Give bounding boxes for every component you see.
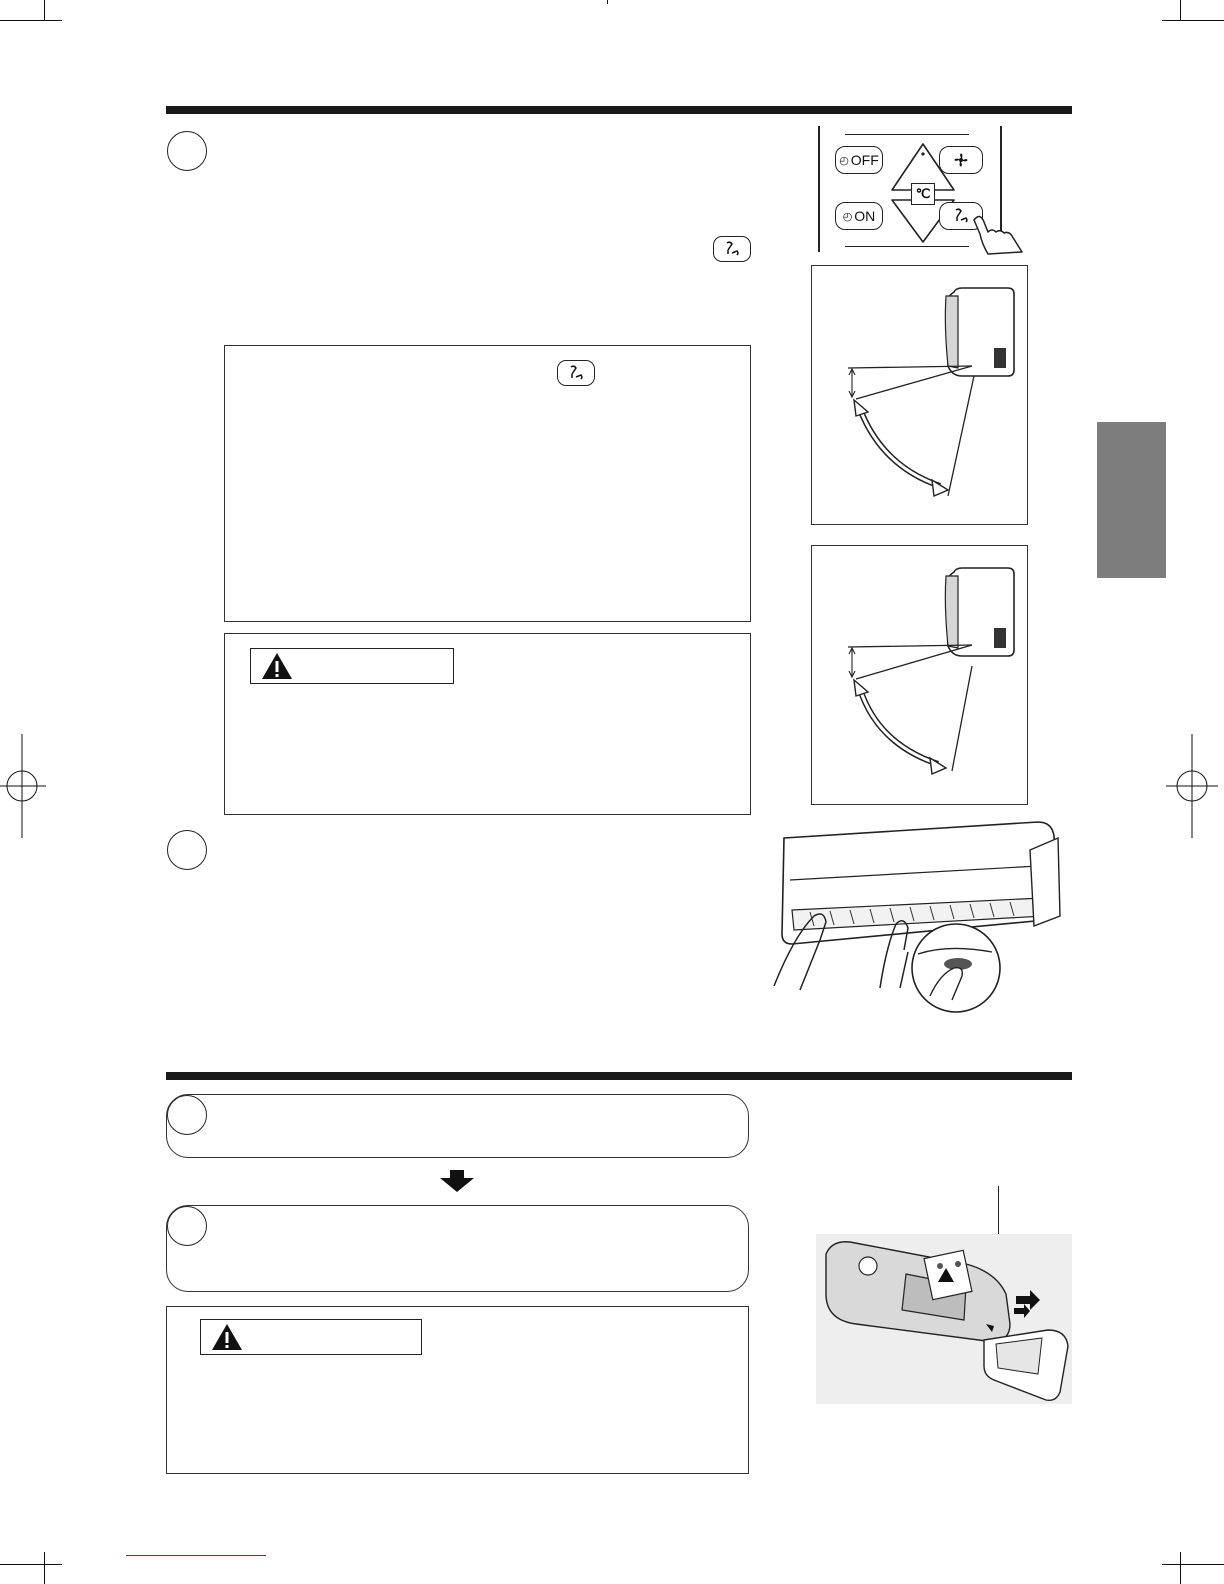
remote-battery-cover-illustration [816, 1186, 1072, 1404]
temp-unit-label: ℃ [911, 183, 935, 205]
crop-mark [0, 1564, 62, 1565]
info-box-swing [224, 345, 751, 622]
warning-triangle-icon [261, 652, 293, 680]
arrow-down-icon [440, 1170, 474, 1192]
indoor-unit-louver-adjust-illustration [770, 820, 1062, 1016]
step-circle-1 [167, 131, 207, 171]
warning-triangle-icon [211, 1323, 243, 1351]
step-circle-4 [167, 1206, 207, 1246]
remote-back-view [816, 1234, 1072, 1404]
remote-control-diagram [815, 124, 1027, 256]
crop-mark [44, 0, 45, 20]
footer-link-line [126, 1555, 266, 1556]
fan-icon [952, 151, 970, 169]
air-conditioner-side-view [812, 266, 1026, 523]
louver-angle-diagram-1 [811, 265, 1028, 525]
remote-edge-left [818, 126, 820, 252]
remote-divider-top [845, 134, 969, 135]
on-timer-button[interactable] [835, 202, 883, 230]
pointing-hand-icon [970, 210, 1026, 256]
clock-icon: ◴ [842, 210, 853, 223]
section-rule-bottom [166, 1072, 1072, 1080]
swing-button-inline [713, 236, 751, 262]
off-timer-button[interactable] [835, 146, 883, 174]
step-circle-2 [167, 830, 207, 870]
clock-icon: ◴ [839, 154, 849, 167]
step-circle-3 [167, 1095, 207, 1135]
section-rule-top [166, 106, 1072, 114]
swing-button-inline-2 [557, 360, 595, 386]
caution-header-2 [200, 1319, 422, 1355]
registration-mark-right [1166, 734, 1218, 838]
step-box-2 [166, 1205, 749, 1292]
crop-mark [1180, 0, 1181, 20]
crop-mark [0, 20, 62, 21]
step-box-1 [166, 1094, 749, 1158]
on-timer-label: ON [854, 208, 876, 224]
crop-mark [44, 1552, 45, 1584]
crop-mark [1162, 1564, 1224, 1565]
fan-speed-button[interactable] [939, 146, 983, 174]
remote-divider-bottom [845, 246, 969, 247]
swing-icon [714, 237, 750, 261]
caution-header-1 [250, 648, 454, 684]
louver-angle-diagram-2 [811, 545, 1028, 805]
crop-mark [1162, 20, 1224, 21]
air-conditioner-side-view [812, 546, 1026, 803]
crop-mark [1180, 1552, 1181, 1584]
registration-mark-left [0, 734, 46, 838]
crop-mark [607, 0, 608, 4]
swing-icon [558, 361, 594, 385]
off-timer-label: OFF [850, 152, 879, 168]
chapter-side-tab [1097, 422, 1166, 578]
